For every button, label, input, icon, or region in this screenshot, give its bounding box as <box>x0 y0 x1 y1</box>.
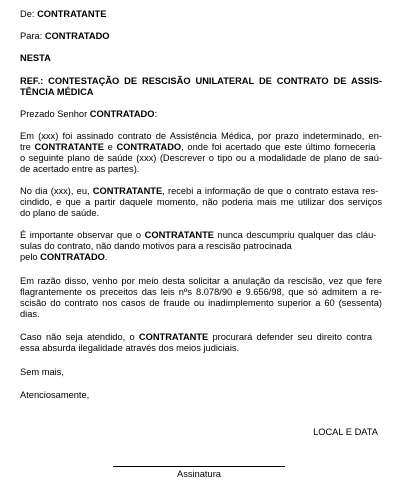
text-segment: , onde foi acertado que este último forneceria <box>181 142 376 152</box>
text-segment: nunca descumpriu qualquer das cláu- <box>214 230 377 240</box>
paragraph-3-line-2: sulas do contrato, não dando motivos para a rescisão patrocinada <box>20 241 292 251</box>
paragraph-4-line-3: scisão do contrato nos casos de fraude ou inadimplemento superior a 60 (sessenta) <box>20 298 382 308</box>
to-line <box>20 31 110 42</box>
salutation-suffix: : <box>154 109 158 119</box>
text-segment: No dia (xxx), eu, <box>20 186 93 196</box>
paragraph-4-line-4: dias. <box>20 309 40 319</box>
paragraph-3-line-3 <box>20 252 108 263</box>
paragraph-3-line-1 <box>20 230 376 241</box>
paragraph-2-line-3: do plano de saúde. <box>20 208 100 218</box>
nesta-line: NESTA <box>20 53 51 63</box>
from-value: CONTRATANTE <box>37 9 107 19</box>
paragraph-2-line-1 <box>20 186 378 197</box>
paragraph-1-line-4: de acertado entre as partes). <box>20 164 140 174</box>
contratante-term: CONTRATANTE <box>144 230 214 240</box>
contratado-term: CONTRATADO <box>116 142 182 152</box>
text-segment: Caso não seja atendido, o <box>20 332 139 342</box>
contratante-term: CONTRATANTE <box>92 186 163 196</box>
signature-label: Assinatura <box>177 469 221 479</box>
text-segment: É importante observar que o <box>20 230 145 240</box>
from-label: De: <box>20 9 38 19</box>
to-value: CONTRATADO <box>44 31 110 41</box>
salutation-prefix: Prezado Senhor <box>20 109 90 119</box>
paragraph-5-line-1 <box>20 332 372 343</box>
text-segment: , recebi a informação de que o contrato estava res- <box>162 186 379 196</box>
text-segment: . <box>104 252 108 262</box>
paragraph-2-line-2: cindido, e que a partir daquele momento, não poderia mais me utilizar dos serviços <box>20 197 382 207</box>
reference-line-2: TÊNCIA MÉDICA <box>20 87 94 97</box>
contratante-term: CONTRATANTE <box>138 332 209 342</box>
paragraph-1-line-2 <box>20 142 375 153</box>
paragraph-4-line-1: Em razão disso, venho por meio desta solicitar a anulação da rescisão, vez que fere <box>20 276 382 286</box>
atenciosamente: Atenciosamente, <box>20 390 90 400</box>
signature-line <box>113 466 285 467</box>
contratado-term: CONTRATADO <box>40 252 105 262</box>
paragraph-4-line-2: flagrantemente os preceitos das leis nºs 8.078/90 e 9.656/98, que só admitem a re- <box>20 287 382 297</box>
sem-mais: Sem mais, <box>20 367 64 377</box>
text-segment: procurará defender seu direito contra <box>208 332 373 342</box>
contratante-term: CONTRATANTE <box>34 142 104 152</box>
to-label: Para: <box>20 31 45 41</box>
local-e-data: LOCAL E DATA <box>313 427 378 437</box>
paragraph-1-line-1: Em (xxx) foi assinado contrato de Assistência Médica, por prazo indeterminado, en- <box>20 131 382 141</box>
text-segment: pelo <box>20 252 41 262</box>
paragraph-5-line-2: essa absurda ilegalidade através dos meios judiciais. <box>20 343 240 353</box>
salutation <box>20 109 157 120</box>
reference-line-1: REF.: CONTESTAÇÃO DE RESCISÃO UNILATERAL DE CONTRATO DE ASSIS- <box>20 76 382 86</box>
from-line <box>20 9 106 20</box>
paragraph-1-line-3: o seguinte plano de saúde (xxx) (Descrever o tipo ou a modalidade de plano de saú- <box>20 153 382 163</box>
salutation-name: CONTRATADO <box>89 109 155 119</box>
text-segment: tre <box>20 142 35 152</box>
text-segment: e <box>103 142 117 152</box>
